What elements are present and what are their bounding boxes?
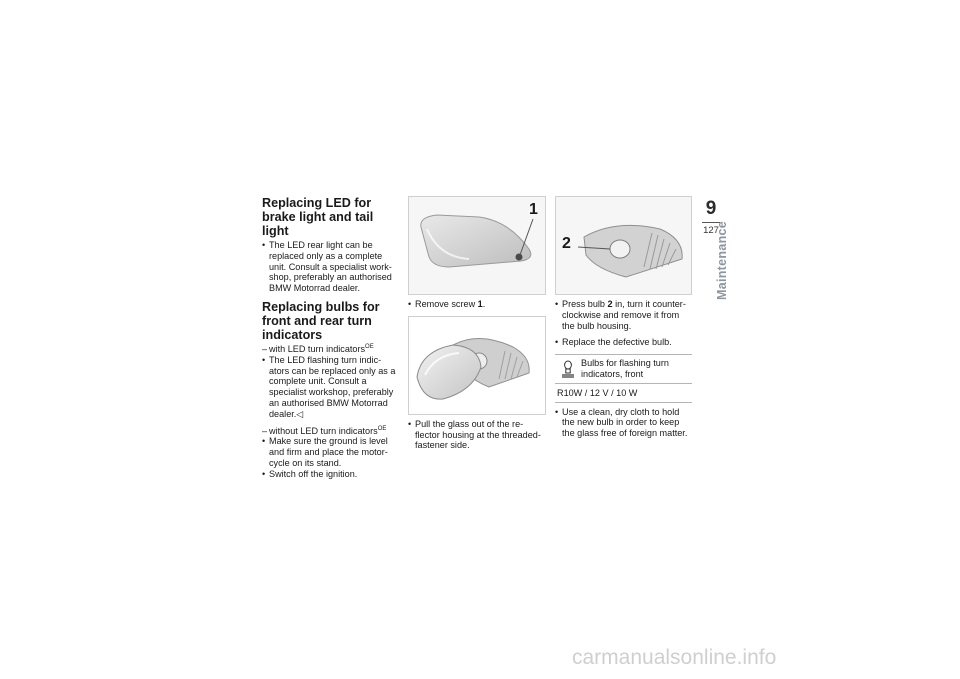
step-press-bulb bbox=[555, 299, 692, 331]
bullet-marker: • bbox=[555, 299, 559, 309]
spec-value: R10W / 12 V / 10 W bbox=[557, 387, 638, 398]
watermark-logo: carmanualsonline.info bbox=[572, 646, 777, 669]
bullet-marker: • bbox=[262, 354, 266, 365]
step-text: Use a clean, dry cloth to hold the new bulb in order to keep the glass free of foreign matter. bbox=[562, 406, 688, 439]
oe-superscript: OE bbox=[377, 425, 387, 432]
bullet-marker: • bbox=[555, 337, 559, 348]
bullet-marker: • bbox=[555, 406, 559, 417]
step-text-rest: in, turn it counter-clockwise and remove it from the bulb housing. bbox=[562, 299, 686, 331]
bullet-led-rear-light bbox=[262, 240, 397, 294]
spec-header bbox=[555, 355, 692, 384]
screw-ref: 1 bbox=[477, 299, 483, 309]
callout-number-1: 1 bbox=[529, 201, 538, 218]
bulb-spec-icon bbox=[561, 360, 575, 378]
option-label: without LED turn indicators bbox=[269, 425, 378, 436]
step-replace-bulb bbox=[555, 337, 692, 348]
figure-glass-removed bbox=[408, 316, 546, 415]
option-label: with LED turn indicators bbox=[269, 343, 366, 354]
bullet-marker: • bbox=[408, 418, 412, 429]
chapter-title-vertical: Maintenance bbox=[715, 220, 729, 300]
chapter-number: 9 bbox=[705, 198, 717, 219]
step-text: Replace the defective bulb. bbox=[562, 337, 672, 348]
bullet-marker: • bbox=[408, 299, 412, 309]
step-pull-glass bbox=[408, 419, 546, 451]
step-remove-screw bbox=[408, 299, 546, 310]
bullet-marker: • bbox=[262, 240, 266, 250]
bullet-marker: • bbox=[262, 436, 266, 447]
bulb-illustration bbox=[556, 197, 692, 295]
dash-marker: – bbox=[262, 425, 268, 436]
bullet-text: The LED flashing turn indic-ators can be replaced only as a complete unit. Consult a specialist workshop, preferably an authorised BMW Motorrad dealer.◁ bbox=[269, 354, 396, 419]
bullet-text: Make sure the ground is level and firm and place the motor-cycle on its stand. bbox=[269, 436, 388, 468]
bullet-switch-off bbox=[262, 469, 397, 480]
glass-illustration bbox=[409, 317, 546, 415]
bullet-text: The LED rear light can be replaced only as a complete unit. Consult a specialist work-shop, preferably an authorised BMW Motorrad dealer. bbox=[269, 240, 392, 294]
bullet-led-flashing bbox=[262, 355, 397, 420]
figure-bulb bbox=[555, 196, 692, 295]
indicator-illustration bbox=[409, 197, 546, 295]
bulb-ref: 2 bbox=[607, 299, 613, 309]
section-title-led-brake-light: Replacing LED for brake light and tail light bbox=[262, 196, 374, 238]
figure-indicator-screw bbox=[408, 196, 546, 295]
column-left bbox=[262, 196, 397, 480]
step-text: Press bulb bbox=[562, 299, 608, 309]
column-right bbox=[555, 196, 692, 439]
oe-superscript: OE bbox=[365, 343, 374, 350]
dash-marker: – bbox=[262, 343, 268, 354]
bullet-text: Switch off the ignition. bbox=[269, 468, 358, 479]
step-clean-cloth bbox=[555, 407, 692, 439]
option-with-led bbox=[262, 344, 397, 355]
section-title-turn-indicators: Replacing bulbs for front and rear turn indicators bbox=[262, 299, 380, 342]
spec-label: Bulbs for flashing turn indicators, front bbox=[581, 358, 669, 379]
bullet-marker: • bbox=[262, 468, 266, 479]
bullet-level-ground bbox=[262, 436, 397, 468]
step-text: Pull the glass out of the re-flector housing at the threaded-fastener side. bbox=[415, 418, 541, 451]
option-without-led bbox=[262, 426, 397, 437]
step-text-end: . bbox=[482, 299, 486, 309]
page-number: 127 bbox=[703, 225, 719, 236]
step-text: Remove screw bbox=[415, 299, 478, 309]
column-middle bbox=[408, 196, 546, 451]
callout-number-2: 2 bbox=[562, 235, 571, 252]
spec-table bbox=[555, 354, 692, 402]
